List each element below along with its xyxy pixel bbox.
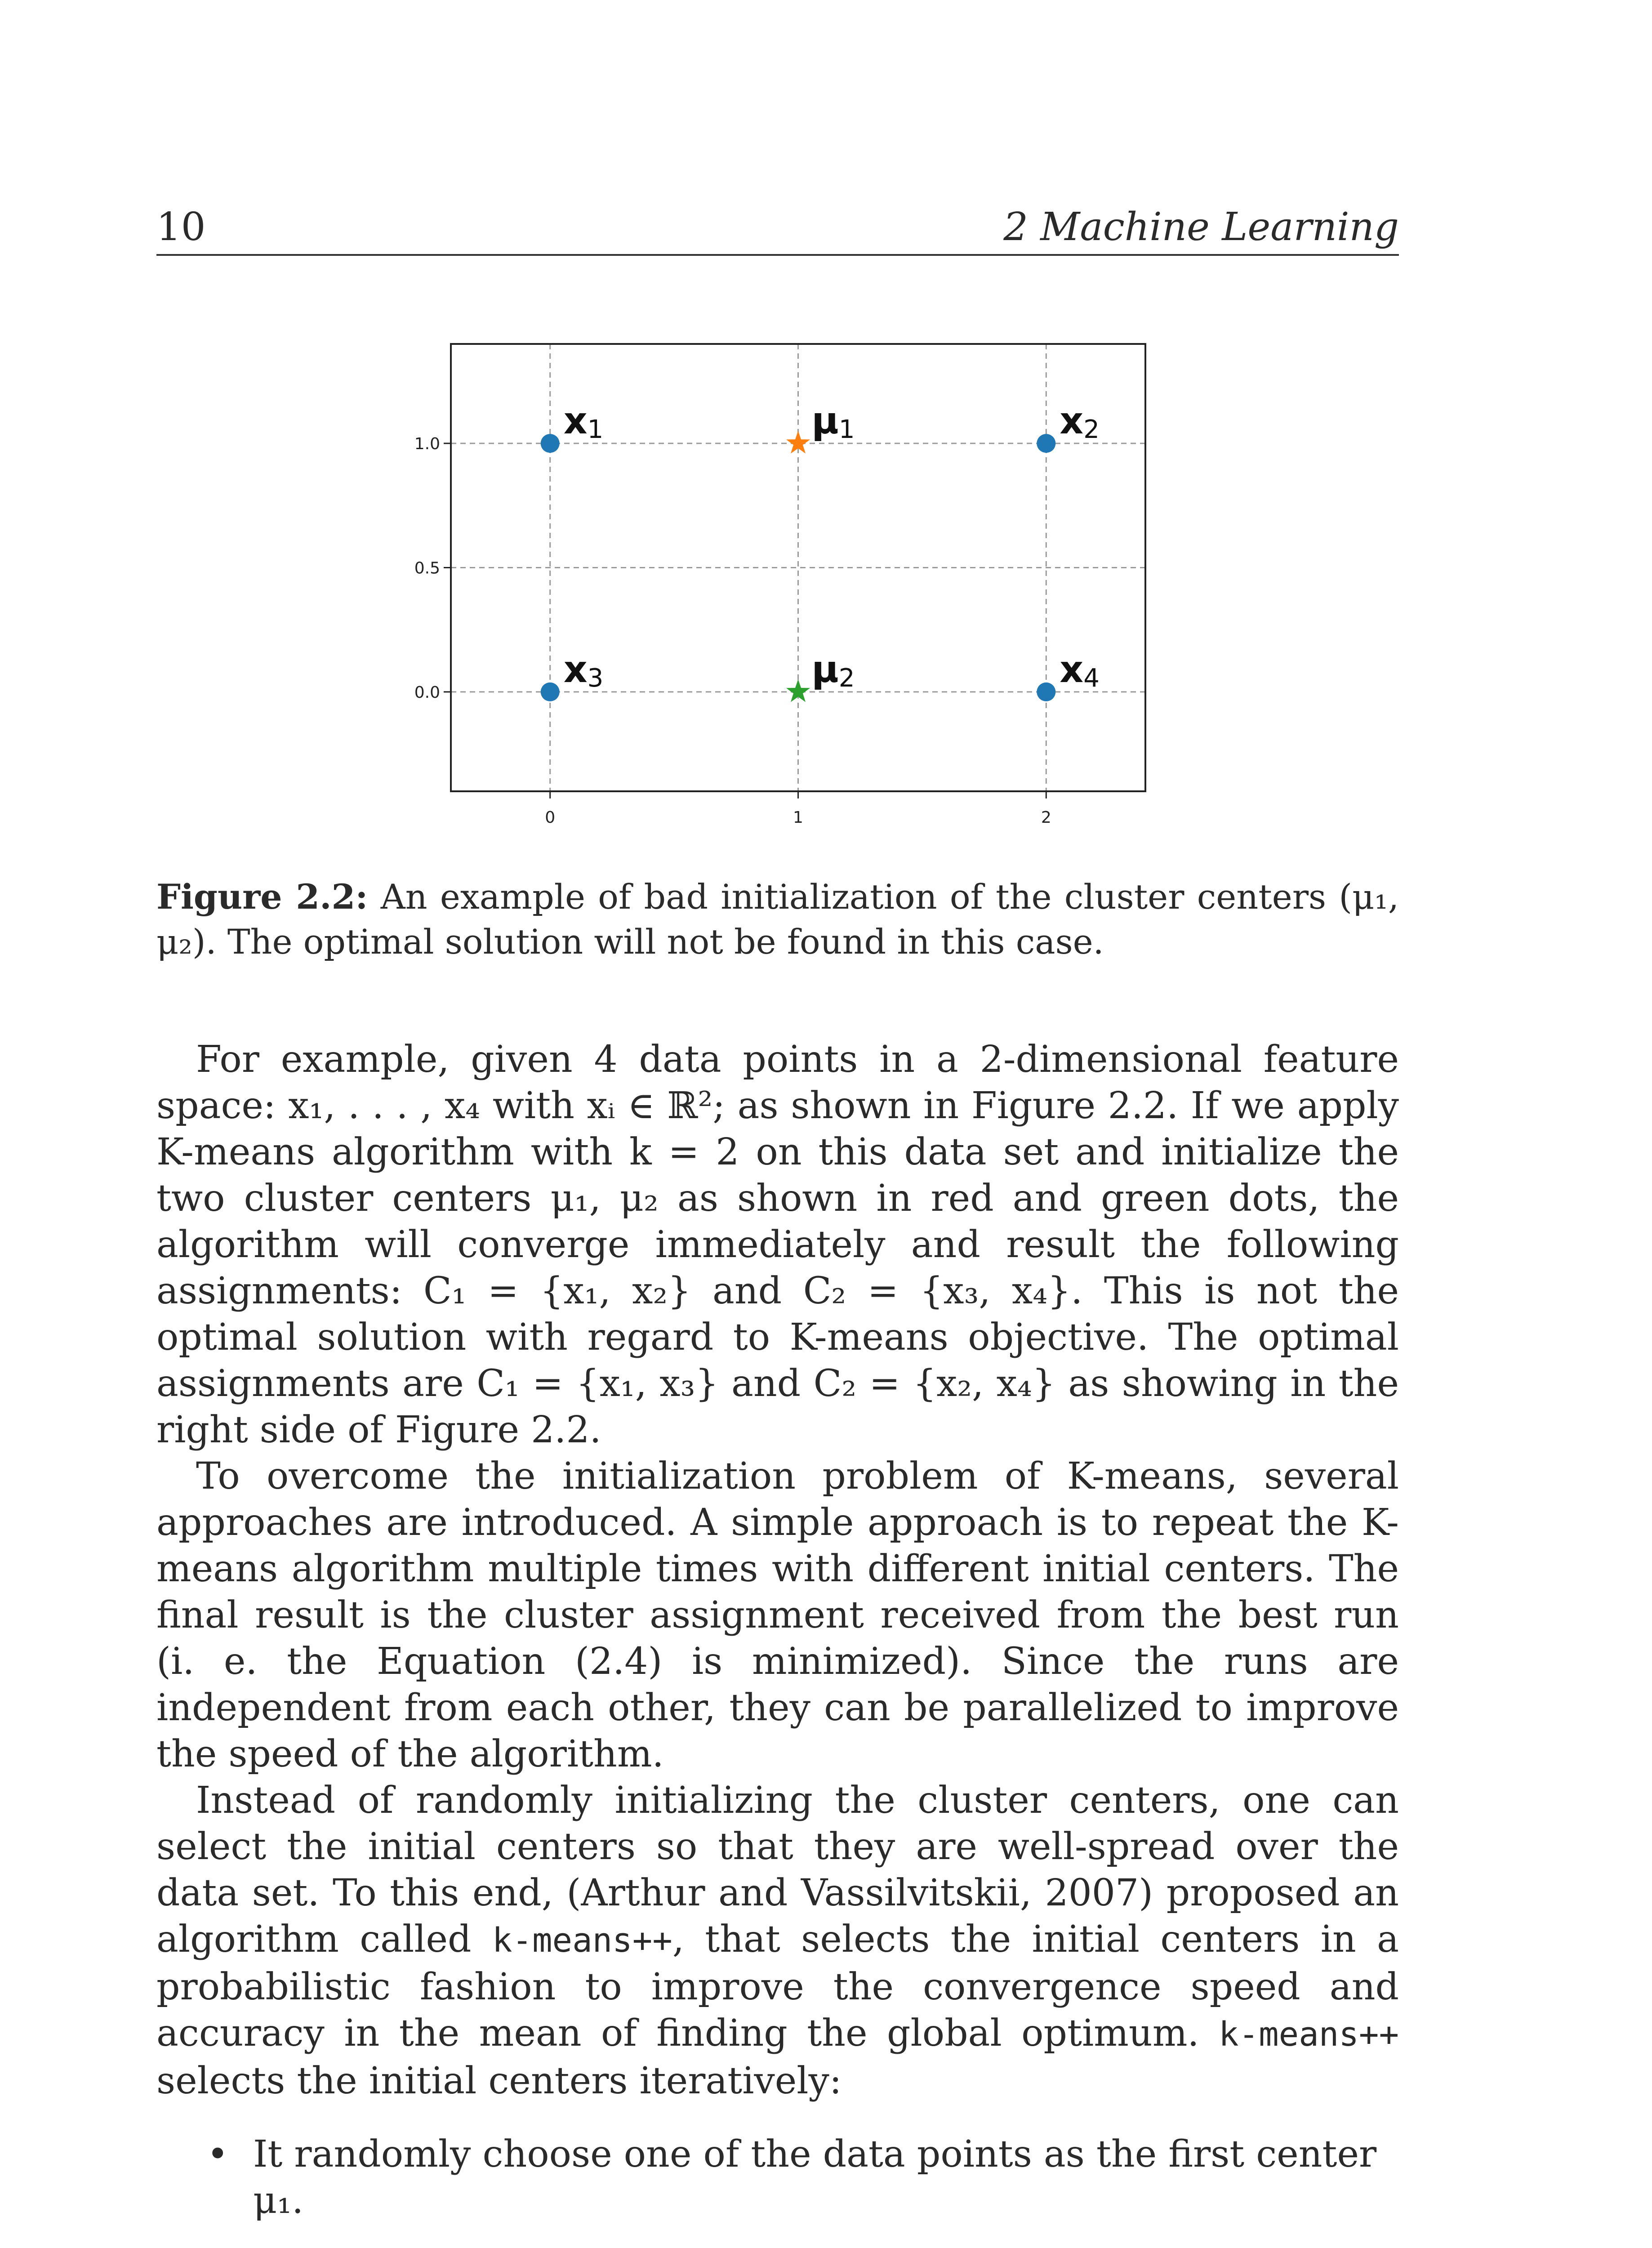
grid-lines bbox=[451, 344, 1145, 791]
page-number: 10 bbox=[156, 205, 206, 250]
point-label: x1 bbox=[563, 400, 604, 445]
caption-label: Figure 2.2: bbox=[156, 877, 368, 917]
point-label: x4 bbox=[1060, 648, 1100, 693]
chapter-title: 2 Machine Learning bbox=[1003, 205, 1399, 250]
data-point bbox=[541, 434, 560, 453]
axis-ticks bbox=[414, 435, 1051, 827]
code-kmeanspp-2: k-means++ bbox=[1219, 2015, 1399, 2054]
paragraph-3-part-2: , that selects the initial centers in a probabilistic fashion to improve the convergence speed and accuracy in the mean of finding the global optimum. bbox=[156, 1918, 1399, 2055]
data-point bbox=[541, 682, 560, 701]
x-tick-label: 1 bbox=[793, 808, 803, 827]
y-tick-label: 0.5 bbox=[414, 559, 440, 578]
point-label: μ1 bbox=[811, 400, 855, 445]
paragraph-3-part-1: Instead of randomly initializing the cluster centers, one can select the initial centers so that they are well-spread over the data set. To this end, (Arthur and Vassilvitskii, 2007) proposed an algorithm called bbox=[156, 1779, 1399, 1961]
x-tick-label: 2 bbox=[1041, 808, 1051, 827]
code-kmeanspp-1: k-means++ bbox=[492, 1921, 672, 1960]
point-label: x2 bbox=[1060, 400, 1100, 445]
paragraph-3-part-3: selects the initial centers iteratively: bbox=[156, 2060, 842, 2102]
bullet-item: • It randomly choose one of the data points as the first center μ₁. bbox=[156, 2131, 1399, 2224]
point-label: μ2 bbox=[811, 648, 855, 693]
paragraph-3 bbox=[156, 1777, 1399, 2104]
scatter-figure bbox=[0, 0, 1652, 899]
paragraph-1: For example, given 4 data points in a 2-dimensional feature space: x₁, . . . , x₄ with xᵢ ∈ ℝ²; as shown in Figure 2.2. If we apply K-means algorithm with k = 2 on this data set and initialize the two cluster centers μ₁, μ₂ as shown in red and green dots, the algorithm will converge immediately and result the following assignments: C₁ = {x₁, x₂} and C₂ = {x₃, x₄}. This is not the optimal solution with regard to K-means objective. The optimal assignments are C₁ = {x₁, x₃} and C₂ = {x₂, x₄} as showing in the right side of Figure 2.2. bbox=[156, 1038, 1399, 1451]
body-text bbox=[156, 1036, 1399, 2224]
bullet-list bbox=[156, 2131, 1399, 2224]
figure-caption bbox=[156, 874, 1399, 964]
y-tick-label: 0.0 bbox=[414, 683, 440, 702]
y-tick-label: 1.0 bbox=[414, 435, 440, 454]
data-point bbox=[1037, 682, 1055, 701]
data-point bbox=[1037, 434, 1055, 453]
x-tick-label: 0 bbox=[545, 808, 556, 827]
point-label: x3 bbox=[563, 648, 604, 693]
caption-text: An example of bad initialization of the cluster centers (μ₁, μ₂). The optimal solution will not be found in this case. bbox=[156, 877, 1399, 962]
paragraph-2: To overcome the initialization problem of K-means, several approaches are introduced. A simple approach is to repeat the K-means algorithm multiple times with different initial centers. The final result is the cluster assignment received from the best run (i. e. the Equation (2.4) is minimized). Since the runs are independent from each other, they can be parallelized to improve the speed of the algorithm. bbox=[156, 1455, 1399, 1775]
